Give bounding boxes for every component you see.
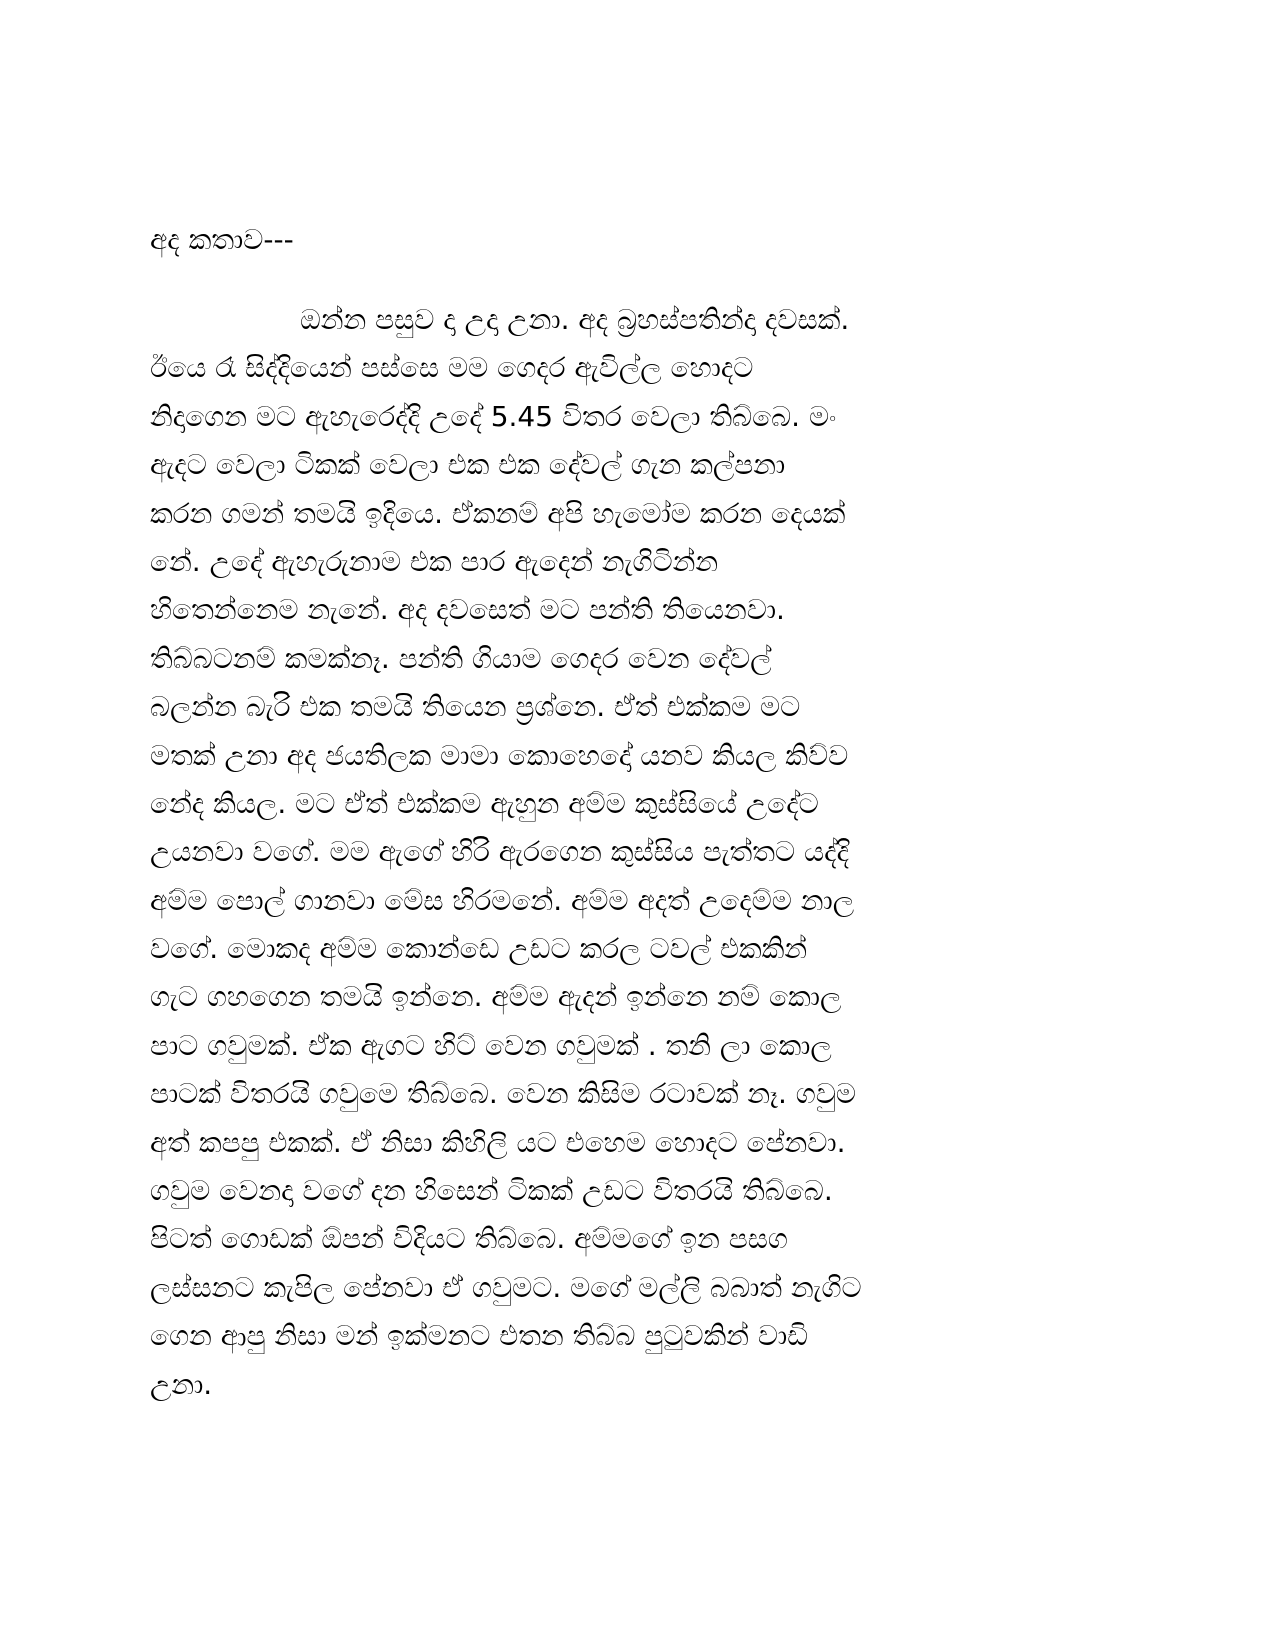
text-line: අත් කපපු එකක්. ඒ නිසා කිහිලි යට එහෙම හොදට පේනවා. <box>150 1125 846 1159</box>
text-line: උයනවා වගේ. මම ඇගේ හිරි ඇරගෙන කුස්සිය පැත්තට යද්දි <box>150 835 850 869</box>
text-line: පාට ගවුමක්. ඒක ඇගට හිට් වෙන ගවුමක් . තනි ලා කොල <box>150 1028 832 1062</box>
text-line: කරන ගමන් තමයි ඉදියෙ. ඒකනම් අපි හැමෝම කරන දෙයක් <box>150 496 846 530</box>
text-line: ගැට ගහගෙන තමයි ඉන්නෙ. අම්ම ඇදන් ඉන්නෙ නම් කොල <box>150 980 842 1014</box>
text-line: ගවුම වෙනදා වගේ දන හිසෙන් ටිකක් උඩට විතරයි තිබ්බෙ. <box>150 1174 833 1208</box>
text-line: නේද කියල. මට ඒත් එක්කම ඇහුන අම්ම කුස්සියේ උදේට <box>150 786 819 820</box>
text-line: ලස්සනට කැපිල පේනවා ඒ ගවුමට. මගේ මල්ලි බබාත් නැගිට <box>150 1270 862 1304</box>
text-line: තිබ්බටනම් කමක්නෑ. පන්ති ගියාම ගෙදර වෙන දේවල් <box>150 641 772 675</box>
text-line: ගෙන ආපු නිසා මන් ඉක්මනට එතන තිබ්බ පුටුවකින් වාඩි <box>150 1319 809 1353</box>
story-heading: අද කතාව--- <box>150 223 294 256</box>
text-line: ඔන්න පසුව දා උදා උනා. අද බ්‍රහස්පතින්දා දවසක්. <box>300 303 850 336</box>
text-line: ඊයෙ රෑ සිද්දියෙන් පස්සෙ මම ගෙදර ඇවිල්ල හොදට <box>150 351 754 385</box>
text-line: නිදාගෙන මට ඇහැරෙද්දි උදේ 5.45 විතර වෙලා තිබ්බෙ. මං <box>150 399 837 433</box>
text-line: අම්ම පොල් ගානවා මේස හිරමනේ. අම්ම අදත් උදෙම්ම නාල <box>150 883 855 917</box>
text-line: මතක් උනා අද ජයතිලක මාමා කොහෙදෝ යනව කියල කිව්ව <box>150 738 849 772</box>
text-line: වගේ. මොකද අම්ම කොන්ඩෙ උඩට කරල ටවල් එකකින් <box>150 932 808 966</box>
text-line: පිටත් ගොඩක් ඕපන් විදියට තිබ්බෙ. අම්මගේ ඉන පසග <box>150 1222 788 1256</box>
text-line: නේ. උදේ ඇහැරුනාම එක පාර ඇදෙන් නැගිටින්න <box>150 544 719 578</box>
text-line: උනා. <box>150 1367 213 1401</box>
text-line: හිතෙන්නෙම නැනේ. අද දවසෙත් මට පන්ති තියෙනවා. <box>150 593 785 627</box>
text-line: බලන්න බැරි එක තමයි තියෙන ප්‍රශ්නෙ. ඒත් එක්කම මට <box>150 690 801 724</box>
text-line: පාටක් විතරයි ගවුමෙ තිබ්බෙ. වෙන කිසිම රටාවක් නෑ. ගවුම <box>150 1077 857 1111</box>
story-body <box>150 296 1130 1409</box>
text-line: ඇදට වෙලා ටිකක් වෙලා එක එක දේවල් ගැන කල්පනා <box>150 448 786 482</box>
